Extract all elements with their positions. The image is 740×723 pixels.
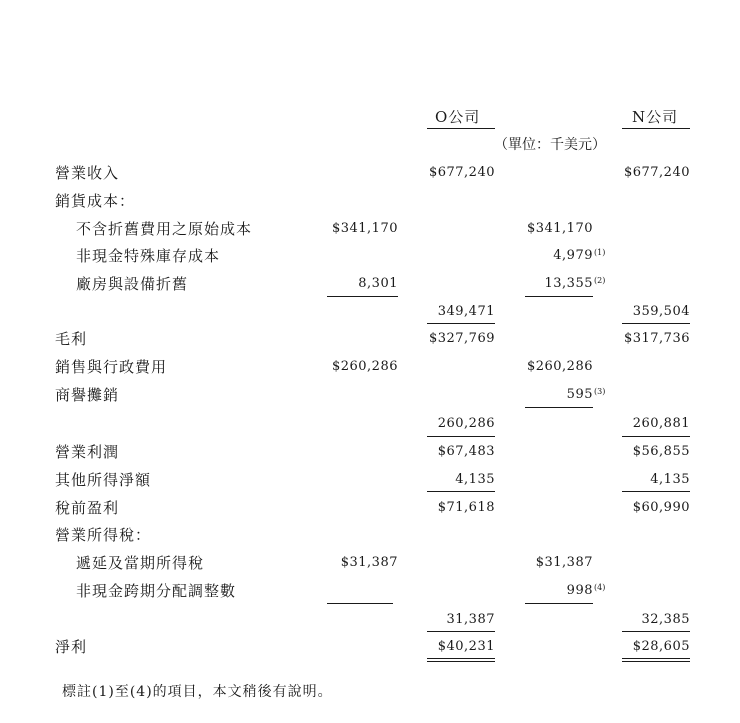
n-net-double-underline-2 (622, 661, 690, 662)
n-total-operating-profit: $56,855 (632, 444, 690, 459)
n-company-header: N公司 (632, 108, 679, 126)
n-sub-deferred-tax: $31,387 (535, 555, 593, 570)
o-total-net-income: $40,231 (437, 639, 495, 654)
n-sub-orig-cost: $341,170 (526, 221, 593, 236)
o-total-gross-profit: $327,769 (428, 331, 495, 346)
o-total-other-income: 4,135 (455, 472, 495, 487)
o-total-pretax: $71,618 (437, 500, 495, 515)
row-label-orig-cost: 不含折舊費用之原始成本 (76, 220, 253, 238)
o-total-cogs-underline (427, 323, 495, 324)
footnote-marker-1: (1) (594, 248, 606, 257)
footnote-marker-3: (3) (594, 387, 606, 396)
o-sub-deferred-tax: $31,387 (340, 555, 398, 570)
row-label-gross-profit: 毛利 (55, 330, 88, 348)
o-total-operating-profit: $67,483 (437, 444, 495, 459)
o-total-opex-underline (427, 436, 495, 437)
n-sub-noncash-adj: 998 (566, 583, 593, 598)
n-total-net-income: $28,605 (632, 639, 690, 654)
n-total-cogs-underline (622, 323, 690, 324)
n-total-tax: 32,385 (641, 612, 690, 627)
o-total-cogs: 349,471 (437, 304, 495, 319)
row-label-pretax: 稅前盈利 (55, 499, 120, 517)
row-label-net-income: 淨利 (55, 638, 88, 656)
o-total-revenue: $677,240 (428, 165, 495, 180)
o-net-double-underline-1 (427, 658, 495, 659)
n-header-underline (622, 128, 690, 129)
o-sub-depreciation: 8,301 (358, 276, 398, 291)
n-sub-opex-underline (525, 407, 593, 408)
n-total-opex-underline (622, 436, 690, 437)
n-sub-goodwill: 595 (566, 387, 593, 402)
n-total-revenue: $677,240 (623, 165, 690, 180)
n-total-gross-profit: $317,736 (623, 331, 690, 346)
n-sub-cogs-underline (525, 296, 593, 297)
n-total-other-underline (622, 491, 690, 492)
o-total-opex: 260,286 (437, 416, 495, 431)
o-net-double-underline-2 (427, 661, 495, 662)
row-label-cogs: 銷貨成本： (55, 192, 136, 210)
row-label-operating-profit: 營業利潤 (55, 443, 120, 461)
row-label-noncash-adj: 非現金跨期分配調整數 (76, 582, 237, 600)
n-net-double-underline-1 (622, 658, 690, 659)
o-sub-tax-underline (327, 603, 393, 604)
n-total-opex: 260,881 (632, 416, 690, 431)
o-sub-cogs-underline (327, 296, 398, 297)
row-label-revenue: 營業收入 (55, 164, 120, 182)
row-label-income-tax: 營業所得稅： (55, 526, 152, 544)
n-total-cogs: 359,504 (632, 304, 690, 319)
footnote-marker-2: (2) (594, 276, 606, 285)
unit-label: （單位：千美元） (494, 137, 606, 153)
n-total-tax-underline (622, 631, 690, 632)
o-company-header: O公司 (435, 108, 481, 126)
row-label-noncash-inventory: 非現金特殊庫存成本 (76, 247, 221, 265)
row-label-other-income: 其他所得淨額 (55, 471, 152, 489)
footnote-marker-4: (4) (594, 583, 606, 592)
footnote-text: 標註(1)至(4)的項目，本文稍後有說明。 (62, 684, 333, 700)
n-sub-sga: $260,286 (526, 359, 593, 374)
row-label-goodwill: 商譽攤銷 (55, 386, 120, 404)
n-sub-tax-underline (525, 603, 593, 604)
o-sub-sga: $260,286 (331, 359, 398, 374)
row-label-sga: 銷售與行政費用 (55, 358, 168, 376)
o-header-underline (427, 128, 495, 129)
n-total-other-income: 4,135 (650, 472, 690, 487)
o-total-other-underline (427, 491, 495, 492)
o-sub-orig-cost: $341,170 (331, 221, 398, 236)
n-sub-depreciation: 13,355 (544, 276, 593, 291)
o-total-tax: 31,387 (446, 612, 495, 627)
row-label-deferred-tax: 遞延及當期所得稅 (76, 554, 205, 572)
n-total-pretax: $60,990 (632, 500, 690, 515)
n-sub-noncash-inventory: 4,979 (553, 248, 593, 263)
o-total-tax-underline (427, 631, 495, 632)
row-label-depreciation: 廠房與設備折舊 (76, 275, 189, 293)
